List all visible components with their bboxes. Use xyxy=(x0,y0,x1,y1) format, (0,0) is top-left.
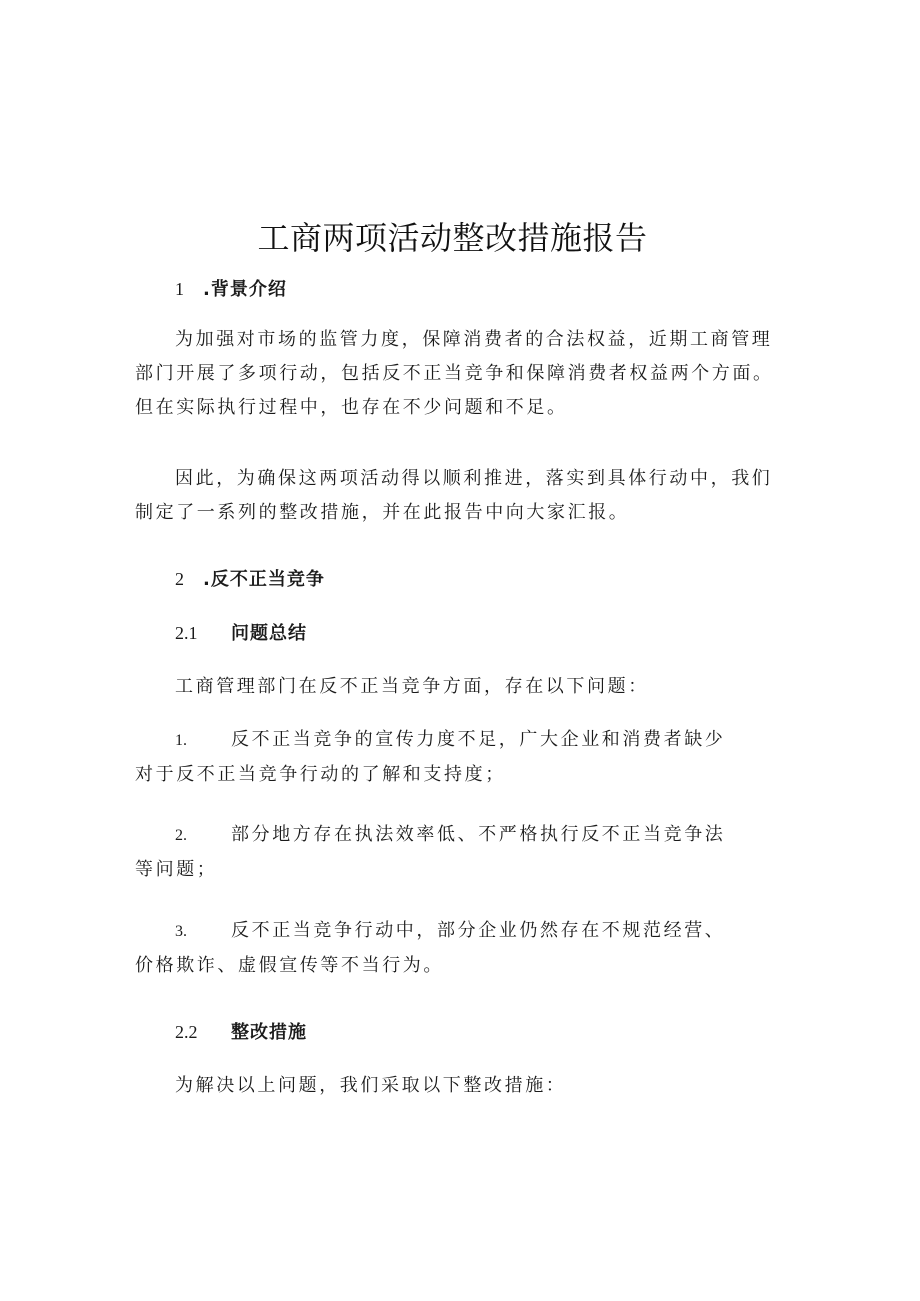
list-item xyxy=(135,818,735,887)
subsection-2-1-heading xyxy=(175,616,825,651)
section-1-number: 1 xyxy=(175,279,184,299)
section-1-title: .背景介绍 xyxy=(203,279,287,300)
list-item-text: 反不正当竞争的宣传力度不足，广大企业和消费者缺少对于反不正当竞争行动的了解和支持度； xyxy=(135,729,726,785)
list-item-number: 3. xyxy=(175,923,187,940)
subsection-2-1-intro: 工商管理部门在反不正当竞争方面，存在以下问题： xyxy=(175,676,649,697)
section-1-paragraph-1: 为加强对市场的监管力度，保障消费者的合法权益，近期工商管理部门开展了多项行动，包括反不正当竞争和保障消费者权益两个方面。但在实际执行过程中，也存在不少问题和不足。 xyxy=(135,329,774,418)
subsection-2-2-title: 整改措施 xyxy=(231,1022,307,1043)
list-item xyxy=(135,723,735,792)
list-item-number: 1. xyxy=(175,732,187,749)
section-1-paragraph-2: 因此，为确保这两项活动得以顺利推进，落实到具体行动中，我们制定了一系列的整改措施，并在此报告中向大家汇报。 xyxy=(135,468,773,523)
subsection-2-1-number: 2.1 xyxy=(175,623,198,643)
list-item-text: 反不正当竞争行动中，部分企业仍然存在不规范经营、价格欺诈、虚假宣传等不当行为。 xyxy=(135,920,726,976)
section-1-heading xyxy=(175,272,825,307)
section-2-heading xyxy=(175,562,825,597)
subsection-2-1-title: 问题总结 xyxy=(231,623,307,644)
section-2-number: 2 xyxy=(175,569,184,589)
document-title: 工商两项活动整改措施报告 xyxy=(257,219,648,257)
list-item-number: 2. xyxy=(175,827,187,844)
section-2-title: .反不正当竞争 xyxy=(203,569,325,590)
subsection-2-2-number: 2.2 xyxy=(175,1022,198,1042)
subsection-2-2-intro: 为解决以上问题，我们采取以下整改措施： xyxy=(175,1075,567,1096)
list-item-text: 部分地方存在执法效率低、不严格执行反不正当竞争法等问题； xyxy=(135,824,726,880)
list-item xyxy=(135,914,735,983)
subsection-2-2-heading xyxy=(175,1015,825,1050)
